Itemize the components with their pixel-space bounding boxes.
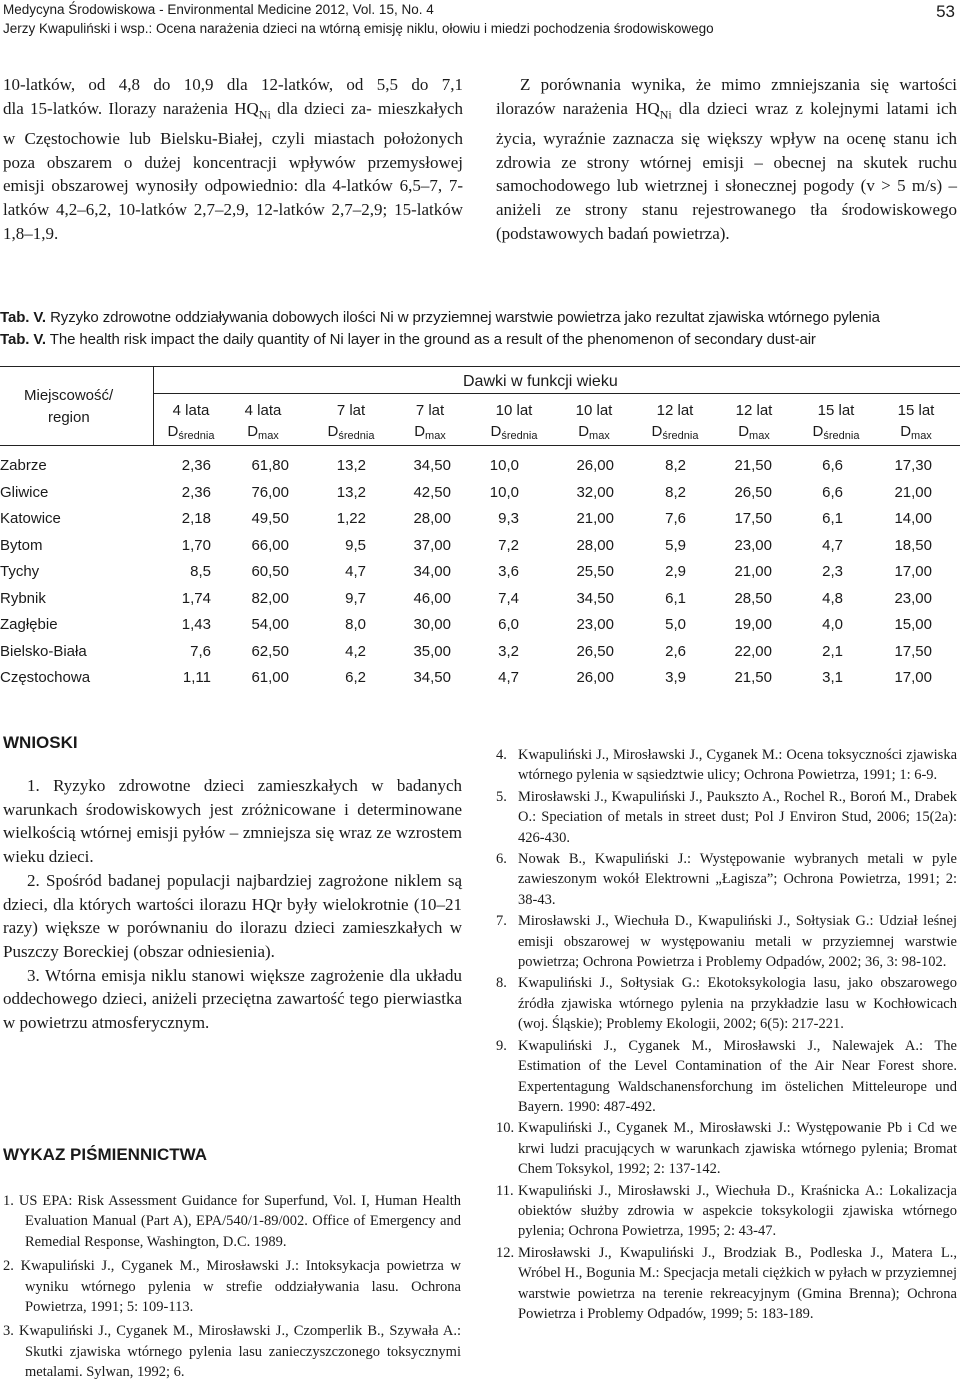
table-cell: 8,2	[665, 457, 686, 474]
reference-text: Kwapuliński J., Cyganek M., Mirosławski J., Nalewajek A.: The Estimation of the Level Contamination of the Air Near Forest shore. Expertentagung Waldschanensforchung im östelichen Mitteleurope und Bayern. 1990: 487-492.	[518, 1037, 957, 1115]
page-number: 53	[936, 2, 955, 21]
conclusions-heading: WNIOSKI	[3, 733, 78, 752]
table-cell: 17,50	[734, 510, 772, 527]
col-header	[310, 400, 392, 447]
col-header-age: 10 lat	[575, 402, 613, 419]
row-place: Bytom	[0, 536, 43, 554]
running-header	[3, 0, 957, 40]
table-cell: 1,11	[182, 669, 211, 686]
dose-subscript: średnia	[178, 430, 215, 442]
table-cell: 34,50	[413, 457, 451, 474]
table-cell: 32,00	[576, 483, 614, 501]
table-cell: 9,5	[345, 536, 366, 554]
table-cell: 7,2	[498, 536, 519, 554]
dose-symbol: D	[414, 423, 426, 440]
journal-title: Medycyna Środowiskowa - Environmental Medicine 2012, Vol. 15, No. 4	[3, 2, 434, 17]
hq-subscript: Ni	[258, 107, 271, 122]
intro-left-line1: 10-latków, od 4,8 do 10,9 dla 12-latków, od 5,5 do 7,1	[3, 75, 463, 94]
col-header-dose	[473, 421, 555, 447]
col-header-age: 4 lata	[172, 402, 210, 419]
reference-number: 4.	[496, 747, 507, 763]
table-cell: 82,00	[251, 589, 289, 607]
table-cell: 26,50	[576, 642, 614, 660]
col-header-age: 4 lata	[244, 402, 282, 419]
table-cell: 9,7	[345, 589, 366, 607]
table-cell: 7,6	[665, 510, 686, 527]
col-header-age: 7 lat	[336, 402, 366, 419]
table-cell: 14,00	[894, 510, 932, 527]
reference-text: Kwapuliński J., Cyganek M., Mirosławski J., Czomperlik B., Szywała A.: Skutki zjawiska wtórnego pylenia lasu zanieczyszczonego toksycznymi metalami. Sylwan, 1992; 6.	[19, 1323, 462, 1381]
reference-item	[3, 1191, 461, 1252]
table-cell: 21,50	[734, 669, 772, 686]
table-cell: 13,2	[336, 483, 366, 501]
table-caption-text: Ryzyko zdrowotne oddziaływania dobowych ilości Ni w przyziemnej warstwie powietrza jako rezultat zjawiska wtórnego pylenia	[46, 309, 880, 326]
table-cell: 2,18	[181, 510, 211, 527]
reference-item	[496, 1118, 957, 1179]
reference-item	[496, 973, 957, 1034]
row-place: Rybnik	[0, 589, 46, 607]
col-header-age: 10 lat	[495, 402, 533, 419]
reference-text: Kwapuliński J., Mirosławski J., Cyganek M.: Ocena toksyczności zjawiska wtórnego pylenia w sąsiedztwie ulicy; Ochrona Powietrza, 1991; 1: 6-9.	[518, 747, 957, 784]
table-cell: 2,36	[181, 483, 211, 501]
table-cell: 6,2	[345, 669, 366, 686]
col-header-age: 12 lat	[656, 402, 694, 419]
table-cell: 6,6	[822, 457, 843, 474]
table-cell: 21,00	[734, 563, 772, 580]
reference-item	[496, 911, 957, 972]
table-cell: 35,00	[413, 642, 451, 660]
table-cell: 13,2	[336, 457, 366, 474]
reference-text: Kwapuliński J., Cyganek M., Mirosławski J.: Intoksykacja powietrza w wyniku wtórnego pylenia w strefie oddziaływania lasu. Ochrona Powietrza, 1991; 5: 109-113.	[20, 1258, 461, 1316]
reference-number: 3.	[3, 1323, 19, 1340]
table-cell: 4,2	[345, 642, 366, 660]
dose-subscript: średnia	[823, 430, 860, 442]
dose-symbol: D	[578, 423, 590, 440]
reference-number: 7.	[496, 913, 507, 930]
table-cell: 2,1	[822, 642, 843, 660]
table-cell: 19,00	[734, 616, 772, 633]
reference-item	[496, 787, 957, 848]
col-header-dose	[713, 421, 795, 447]
table-cell: 7,6	[190, 642, 211, 660]
table-cell: 34,00	[413, 563, 451, 580]
table-cell: 21,00	[576, 510, 614, 527]
dose-subscript: średnia	[501, 430, 538, 442]
row-place: Częstochowa	[0, 669, 91, 686]
dose-subscript: max	[258, 430, 279, 442]
references-left-list	[3, 1191, 461, 1387]
col-header	[875, 400, 957, 447]
table-caption-en	[0, 329, 960, 350]
table-cell: 2,6	[665, 642, 686, 660]
intro-right-text-b: dla dzieci wraz z kolejnymi latami ich życia, wyraźnie zaznacza się większy wpływ na ocenę stanu ich zdrowia ze strony wtórnej emisji – obecnej na skutek ruchu samochodowego lub wietrznej i słonecznej pogody (v > 5 m/s) – aniżeli ze strony stanu rejestrowanego tła środowiskowego (podstawowych badań powietrza).	[496, 98, 957, 243]
reference-number: 10.	[496, 1120, 515, 1137]
col-header-age: 12 lat	[735, 402, 773, 419]
reference-item	[3, 1256, 461, 1317]
table-cell: 9,3	[498, 510, 519, 527]
col-header-place: Miejscowość/	[24, 387, 114, 404]
col-header-region: region	[48, 409, 90, 426]
table-cell: 66,00	[251, 536, 289, 554]
intro-left-text-rest: mieszkałych w Częstochowie lub Bielsku-Białej, czyli miastach położonych poza obszarem o dużej koncentracji wpływów przemysłowej emisji obszarowej wynosiły odpowiednio: dla 4-latków 6,5–7, 7-latków 4,2–6,2, 10-latków 2,7–2,9, 12-latków 2,7–2,9; 15-latków 1,8–1,9.	[3, 98, 463, 243]
table-cell: 4,7	[345, 563, 366, 580]
table-cell: 3,1	[822, 669, 843, 686]
intro-left-text-b: dla dzieci za-	[270, 98, 372, 118]
reference-number: 5.	[496, 788, 507, 805]
table-cell: 2,36	[181, 457, 211, 474]
reference-text: Nowak B., Kwapuliński J.: Występowanie wybranych metali w pyle zawieszonym wokół Elektrowni „Łagisza”; Ochrona Powietrza, 1991; 2: 38-43.	[518, 851, 957, 908]
table-cell: 1,43	[181, 616, 211, 633]
table-cell: 17,30	[894, 457, 932, 474]
table-cell: 23,00	[734, 536, 772, 554]
table-cell: 8,0	[345, 616, 366, 633]
dose-subscript: max	[425, 430, 446, 442]
table-cell: 37,00	[413, 536, 451, 554]
table-cell: 4,8	[822, 589, 843, 607]
reference-text: Kwapuliński J., Cyganek M., Mirosławski J.: Występowanie Pb i Cd we krwi ludzi pracujących w warunkach zjawiska wtórnego pylenia; Bromat Chem Toksykol, 1992; 2: 137-142.	[518, 1120, 957, 1178]
reference-text: Mirosławski J., Kwapuliński J., Brodziak B., Podleska J., Matera L., Wróbel H., Bogunia M.: Specjacja metali ciężkich w pyłach w przyziemnej warstwie powietrza na terenie rekreacyjnym (Gmina Brenna); Ochrona Powietrza i Problemy Odpadów, 1999; 5: 183-189.	[518, 1244, 957, 1322]
col-header-dose	[310, 421, 392, 447]
col-header-dose	[634, 421, 716, 447]
row-place: Zagłębie	[0, 616, 58, 633]
table-cell: 6,1	[665, 589, 686, 607]
table-cell: 10,0	[489, 483, 519, 501]
reference-item	[496, 1181, 957, 1242]
table-cell: 61,00	[251, 669, 289, 686]
col-header-dose	[150, 421, 232, 447]
table-cell: 28,50	[734, 589, 772, 607]
dose-symbol: D	[651, 423, 663, 440]
table-label: Tab. V.	[0, 309, 46, 326]
table-label: Tab. V.	[0, 331, 46, 348]
table-cell: 26,50	[734, 483, 772, 501]
intro-left-column	[3, 73, 463, 245]
table-cell: 10,0	[489, 457, 519, 474]
reference-number: 8.	[496, 975, 507, 992]
table-cell: 4,7	[498, 669, 519, 686]
row-place: Gliwice	[0, 483, 49, 501]
col-header	[634, 400, 716, 447]
dose-symbol: D	[167, 423, 179, 440]
table-cell: 8,5	[190, 563, 211, 580]
table-caption-text: The health risk impact the daily quantity of Ni layer in the ground as a result of the phenomenon of secondary dust-air	[46, 331, 816, 348]
group-header-rule	[153, 393, 960, 394]
conclusions-body	[3, 774, 462, 1035]
dose-symbol: D	[738, 423, 750, 440]
table-cell: 34,50	[413, 669, 451, 686]
references-heading: WYKAZ PIŚMIENNICTWA	[3, 1145, 207, 1164]
table-cell: 28,00	[576, 536, 614, 554]
intro-right-column	[496, 73, 957, 245]
table-cell: 28,00	[413, 510, 451, 527]
table-cell: 42,50	[413, 483, 451, 501]
col-header-dose	[222, 421, 304, 447]
table-cell: 23,00	[894, 589, 932, 607]
dose-symbol: D	[327, 423, 339, 440]
row-place: Bielsko-Biała	[0, 642, 87, 660]
table-cell: 46,00	[413, 589, 451, 607]
group-header: Dawki w funkcji wieku	[463, 373, 618, 390]
dose-subscript: max	[589, 430, 610, 442]
reference-number: 1.	[3, 1193, 19, 1209]
reference-item	[496, 1036, 957, 1118]
table-cell: 21,00	[894, 483, 932, 501]
table-cell: 26,00	[576, 669, 614, 686]
table-cell: 4,0	[822, 616, 843, 633]
table-cell: 25,50	[576, 563, 614, 580]
reference-item	[496, 745, 957, 786]
dose-subscript: max	[911, 430, 932, 442]
dose-symbol: D	[490, 423, 502, 440]
table-cell: 23,00	[576, 616, 614, 633]
table-cell: 2,3	[822, 563, 843, 580]
intro-right-text-a: Z porównania wynika, że mimo zmniejszania się wartości ilorazów narażenia HQ	[496, 75, 957, 118]
table-cell: 5,9	[665, 536, 686, 554]
dose-symbol: D	[247, 423, 259, 440]
table-cell: 3,6	[498, 563, 519, 580]
table-cell: 15,00	[894, 616, 932, 633]
table-cell: 5,0	[665, 616, 686, 633]
reference-text: Mirosławski J., Kwapuliński J., Paukszto A., Rochel R., Boroń M., Drabek O.: Speciation of metals in street dust; Pol J Environ Stud, 2006; 15(2a): 426-430.	[518, 788, 957, 846]
intro-left-text-a: dla 15-latków. Ilorazy narażenia HQ	[3, 98, 259, 118]
table-cell: 1,74	[181, 589, 211, 607]
table-cell: 3,2	[498, 642, 519, 660]
reference-item	[496, 1243, 957, 1325]
table-cell: 6,0	[498, 616, 519, 633]
table-cell: 17,50	[894, 642, 932, 660]
reference-item	[496, 849, 957, 910]
table-cell: 30,00	[413, 616, 451, 633]
reference-item	[3, 1321, 461, 1382]
reference-number: 11.	[496, 1182, 514, 1199]
intro-left-paragraph	[3, 97, 463, 246]
row-place: Katowice	[0, 510, 61, 527]
row-place: Zabrze	[0, 457, 47, 474]
table-cell: 17,00	[894, 563, 932, 580]
table-cell: 61,80	[251, 457, 289, 474]
col-header	[713, 400, 795, 447]
table-cell: 49,50	[251, 510, 289, 527]
table-cell: 18,50	[894, 536, 932, 554]
table-cell: 8,2	[665, 483, 686, 501]
table-cell: 1,22	[336, 510, 366, 527]
dose-subscript: średnia	[338, 430, 375, 442]
reference-number: 12.	[496, 1244, 515, 1261]
reference-text: US EPA: Risk Assessment Guidance for Superfund, Vol. I, Human Health Evaluation Manual (Part A), EPA/540/1-89/002. Office of Emergency and Remedial Response, Washington, D.C. 1989.	[18, 1193, 462, 1250]
table-cell: 6,1	[822, 510, 843, 527]
conclusion-2: 2. Spośród badanej populacji najbardziej zagrożone niklem są dzieci, dla których wartości ilorazu HQr były wielokrotnie (10–21 razy) większe w porównaniu do ilorazu dzieci zamieszkałych w Puszczy Boreckiej (obszar odniesienia).	[3, 870, 462, 961]
col-header	[553, 400, 635, 447]
conclusion-3: 3. Wtórna emisja niklu stanowi większe zagrożenie dla układu oddechowego dzieci, aniżeli przeciętna zawartość tego pierwiastka w powietrzu atmosferycznym.	[3, 965, 462, 1033]
reference-number: 9.	[496, 1037, 507, 1054]
table-cell: 21,50	[734, 457, 772, 474]
table-cell: 62,50	[251, 642, 289, 660]
references-right-list	[496, 745, 957, 1325]
reference-number: 6.	[496, 851, 507, 868]
table-cell: 60,50	[251, 563, 289, 580]
reference-text: Kwapuliński J., Mirosławski J., Wiechuła D., Kraśnicka A.: Lokalizacja obiektów służby zdrowia w aspekcie toksykologii zjawiska wtórnego pylenia; Ochrona Powietrza, 1995; 2: 43-47.	[518, 1182, 957, 1240]
table-cell: 6,6	[822, 483, 843, 501]
dose-symbol: D	[812, 423, 824, 440]
col-header-age: 15 lat	[817, 402, 855, 419]
row-place: Tychy	[0, 563, 40, 580]
col-header-dose	[553, 421, 635, 447]
table-cell: 2,9	[665, 563, 686, 580]
table-caption-pl	[0, 307, 960, 328]
col-header-age: 15 lat	[897, 402, 935, 419]
col-header	[795, 400, 877, 447]
table-cell: 34,50	[576, 589, 614, 607]
table-cell: 1,70	[181, 536, 211, 554]
intro-right-paragraph	[496, 73, 957, 245]
col-header	[150, 400, 232, 447]
col-header-dose	[389, 421, 471, 447]
col-header-dose	[875, 421, 957, 447]
table-cell: 76,00	[251, 483, 289, 501]
table-cell: 4,7	[822, 536, 843, 554]
table-cell: 3,9	[665, 669, 686, 686]
table-top-rule	[0, 366, 960, 367]
table-cell: 7,4	[498, 589, 519, 607]
dose-table	[0, 366, 960, 696]
col-header	[389, 400, 471, 447]
dose-symbol: D	[900, 423, 912, 440]
table-cell: 22,00	[734, 642, 772, 660]
col-header	[473, 400, 555, 447]
conclusion-1: 1. Ryzyko zdrowotne dzieci zamieszkałych w badanych warunkach środowiskowych jest zróżnicowane i determinowane wielkością wtórnej emisji pyłów – zmniejsza się wraz ze wzrostem wieku dzieci.	[3, 776, 462, 867]
reference-text: Kwapuliński J., Sołtysiak G.: Ekotoksykologia lasu, jako obszarowego źródła zjawiska wtórnego pylenia na przykładzie lasu w Kochłowicach (woj. Śląskie); Problemy Ekologii, 2002; 6(5): 217-221.	[518, 975, 957, 1033]
col-header-dose	[795, 421, 877, 447]
dose-subscript: max	[749, 430, 770, 442]
article-running-title: Jerzy Kwapuliński i wsp.: Ocena narażenia dzieci na wtórną emisję niklu, ołowiu i miedzi pochodzenia środowiskowego	[3, 21, 714, 36]
table-cell: 26,00	[576, 457, 614, 474]
hq-subscript: Ni	[659, 107, 672, 122]
table-cell: 17,00	[894, 669, 932, 686]
reference-number: 2.	[3, 1258, 21, 1275]
col-header	[222, 400, 304, 447]
table-cell: 54,00	[251, 616, 289, 633]
dose-subscript: średnia	[662, 430, 699, 442]
reference-text: Mirosławski J., Wiechuła D., Kwapuliński J., Sołtysiak G.: Udział leśnej emisji obszarowej w występowaniu metali w przyziemnej warstwie powietrza; Ochrona Powietrza i Problemy Odpadów, 2002; 36, 3: 98-102.	[518, 913, 957, 971]
col-header-age: 7 lat	[415, 402, 445, 419]
